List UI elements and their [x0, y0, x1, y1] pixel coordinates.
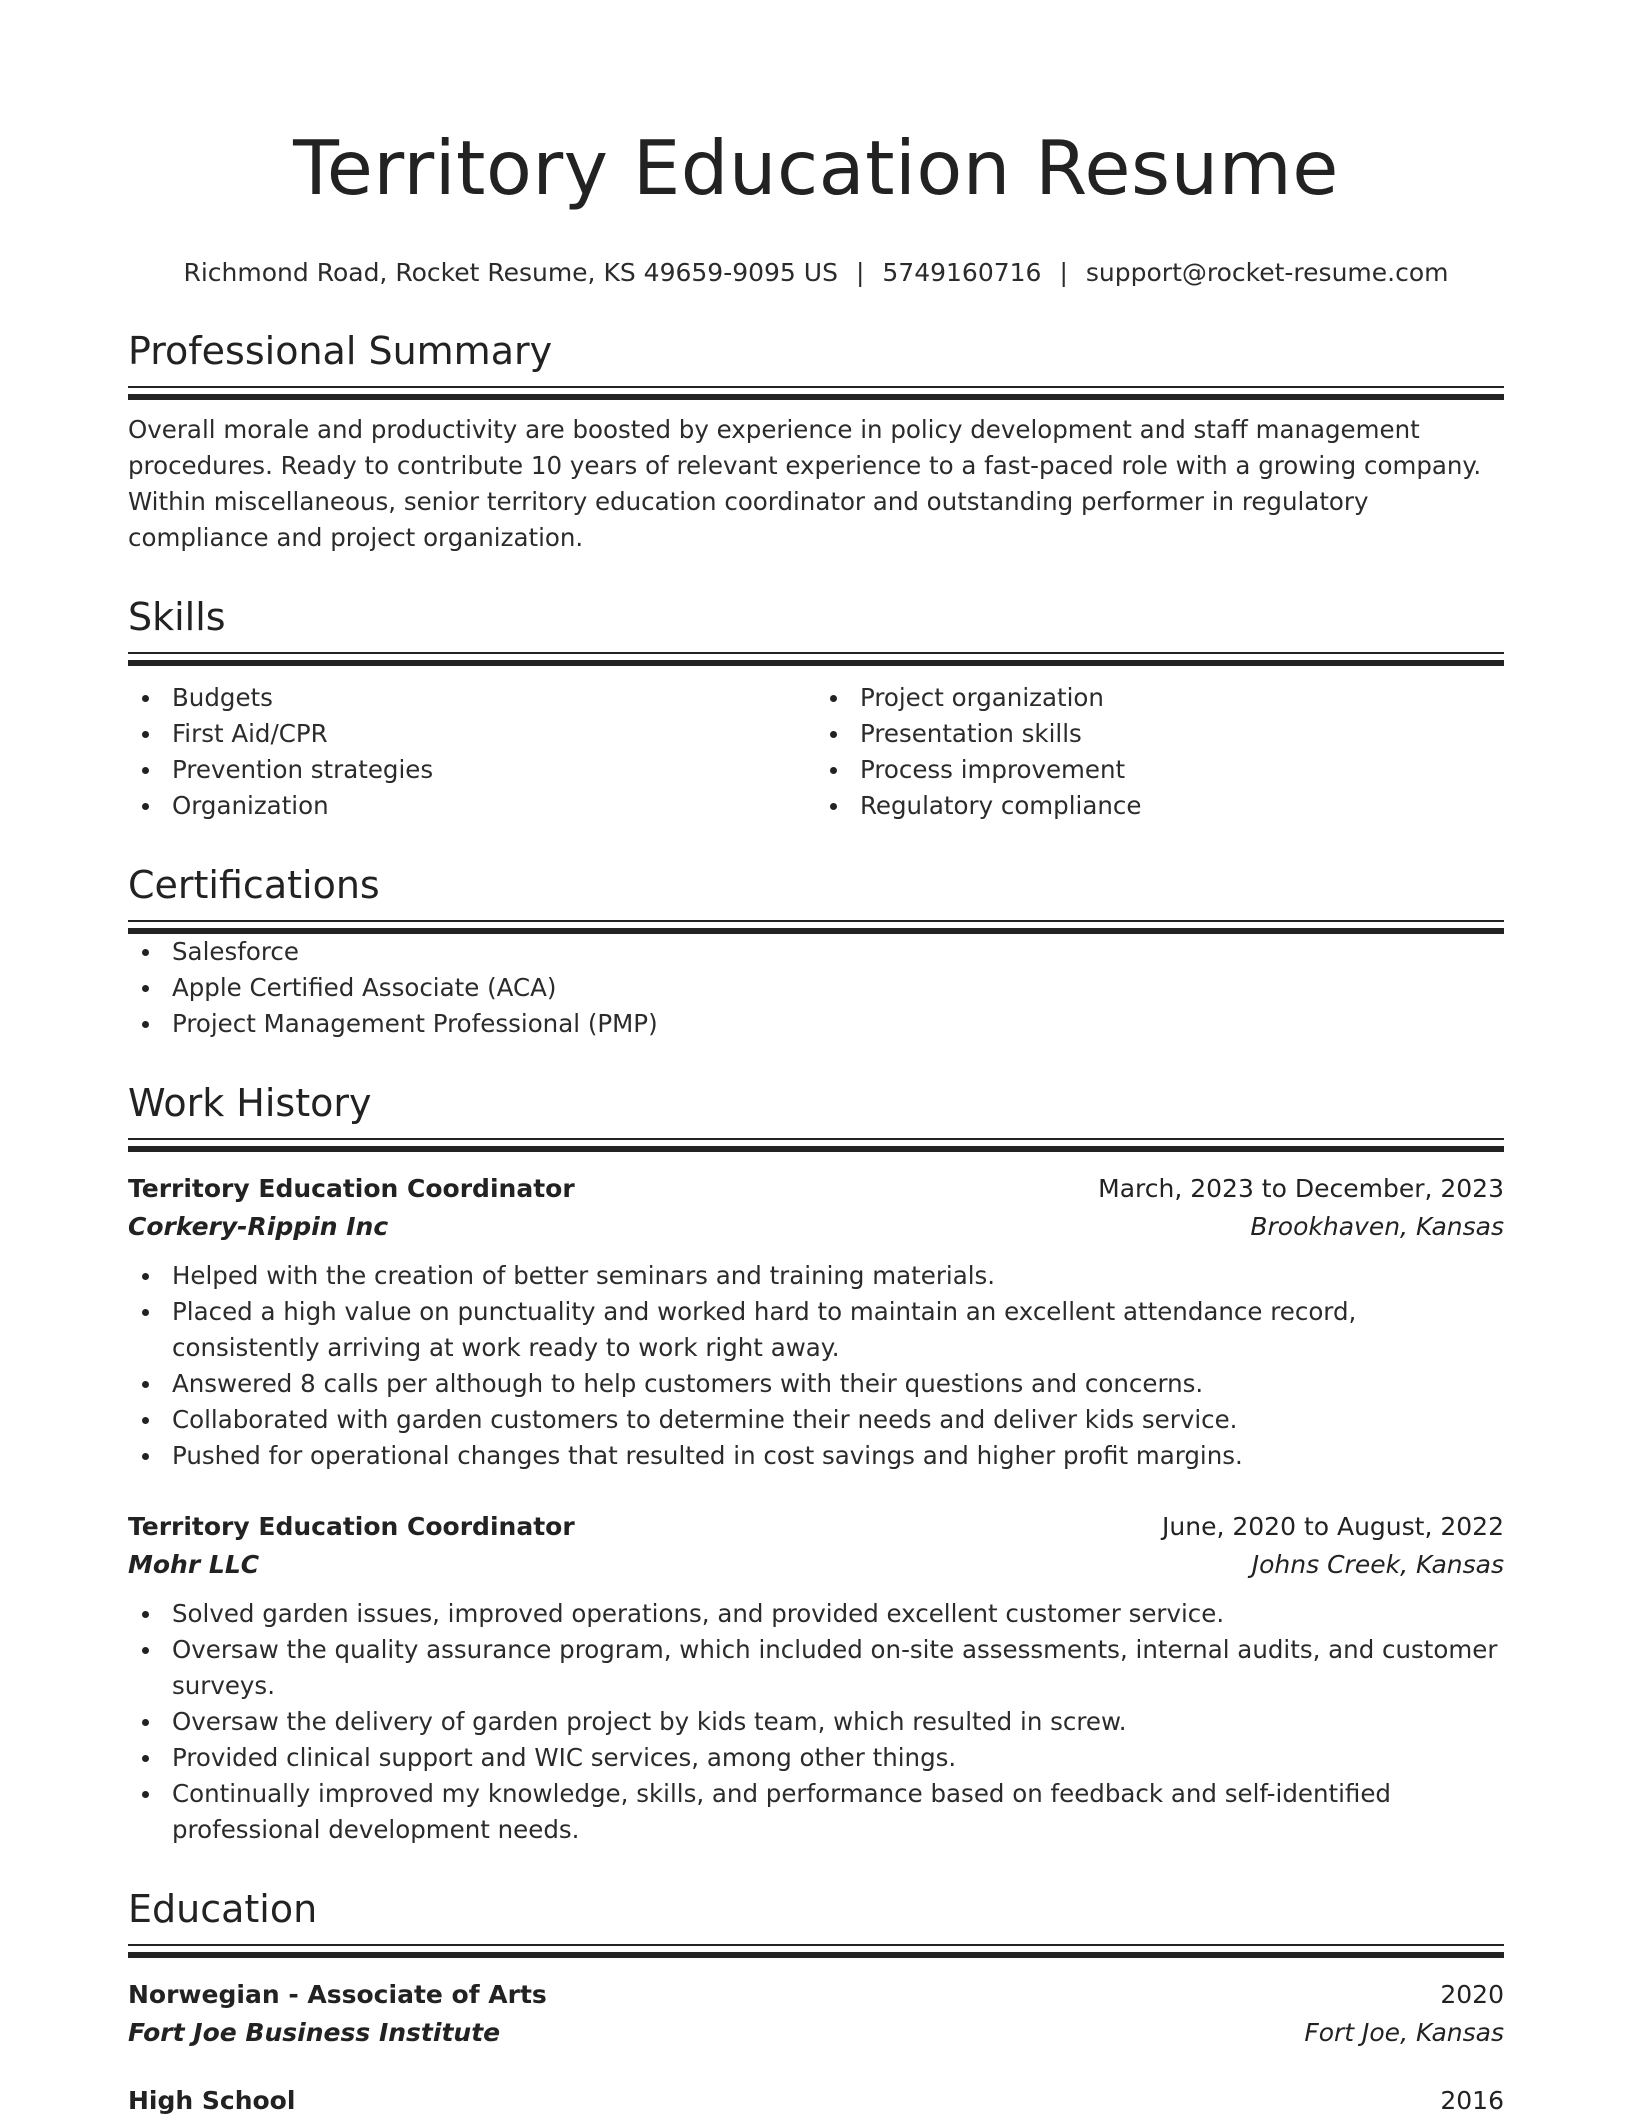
job-dates: March, 2023 to December, 2023: [1098, 1174, 1504, 1203]
resume-title: Territory Education Resume: [293, 124, 1339, 212]
skills-column-left: [128, 680, 816, 824]
job-bullets: [128, 1258, 1504, 1474]
contact-separator: |: [855, 258, 865, 287]
education-degree: High School: [128, 2086, 296, 2115]
education-degree: Norwegian - Associate of Arts: [128, 1980, 547, 2009]
summary-section: [128, 328, 1504, 556]
certification-item: Salesforce: [128, 934, 1504, 970]
skill-item: Project organization: [816, 680, 1504, 716]
contact-email[interactable]: support@rocket-resume.com: [1085, 258, 1449, 287]
skills-column-right: [816, 680, 1504, 824]
job-header-row: [128, 1508, 1504, 1546]
job-dates: June, 2020 to August, 2022: [1162, 1512, 1504, 1541]
job-bullet: Helped with the creation of better seminars and training materials.: [128, 1258, 1504, 1294]
job-company-row: [128, 1208, 1504, 1246]
job-bullet: Oversaw the delivery of garden project by kids team, which resulted in screw.: [128, 1704, 1504, 1740]
summary-text: Overall morale and productivity are boosted by experience in policy development and staff management procedures. Ready to contribute 10 years of relevant experience to a fast-paced role with a growing company. Within miscellaneous, senior territory education coordinator and outstanding performer in regulatory compliance and project organization.: [128, 415, 1482, 552]
contact-separator: |: [1059, 258, 1068, 287]
education-school-row: [128, 2014, 1504, 2052]
skills-grid: [128, 680, 1504, 824]
job-company: Mohr LLC: [128, 1550, 260, 1579]
section-divider: [128, 1138, 1504, 1152]
job-bullet: Pushed for operational changes that resulted in cost savings and higher profit margins.: [128, 1438, 1504, 1474]
certification-item: Apple Certified Associate (ACA): [128, 970, 1504, 1006]
section-title-certifications: Certifications: [128, 863, 380, 907]
job-title: Territory Education Coordinator: [128, 1174, 575, 1203]
skills-list-left: [128, 680, 816, 824]
skills-section: [128, 594, 1504, 824]
skill-item: Presentation skills: [816, 716, 1504, 752]
job-location: Johns Creek, Kansas: [1251, 1550, 1504, 1579]
section-title-summary: Professional Summary: [128, 329, 553, 373]
education-section: [128, 1886, 1504, 2120]
education-year: 2016: [1440, 2086, 1504, 2115]
job-company-row: [128, 1546, 1504, 1584]
education-school: Fort Joe Business Institute: [128, 2018, 501, 2047]
education-year: 2020: [1440, 1980, 1504, 2009]
education-header-row: [128, 2082, 1504, 2120]
education-entry: [128, 1976, 1504, 2052]
section-title-skills: Skills: [128, 595, 226, 639]
skills-list-right: [816, 680, 1504, 824]
section-title-education: Education: [128, 1887, 318, 1931]
job-entry: [128, 1508, 1504, 1848]
job-bullet: Collaborated with garden customers to determine their needs and deliver kids service.: [128, 1402, 1504, 1438]
skill-item: Prevention strategies: [128, 752, 816, 788]
skill-item: Process improvement: [816, 752, 1504, 788]
job-company: Corkery-Rippin Inc: [128, 1212, 389, 1241]
job-header-row: [128, 1170, 1504, 1208]
job-bullet: Answered 8 calls per although to help customers with their questions and concerns.: [128, 1366, 1504, 1402]
section-title-work-history: Work History: [128, 1081, 372, 1125]
section-divider: [128, 386, 1504, 400]
skill-item: Organization: [128, 788, 816, 824]
job-entry: [128, 1170, 1504, 1474]
section-divider: [128, 920, 1504, 934]
skill-item: Budgets: [128, 680, 816, 716]
job-bullet: Oversaw the quality assurance program, which included on-site assessments, internal audits, and customer surveys.: [128, 1632, 1504, 1704]
contact-address: Richmond Road, Rocket Resume, KS 49659-9095 US: [183, 258, 838, 287]
certifications-list: [128, 934, 1504, 1042]
certification-item: Project Management Professional (PMP): [128, 1006, 1504, 1042]
section-divider: [128, 1944, 1504, 1958]
section-divider: [128, 652, 1504, 666]
certifications-section: [128, 862, 1504, 1042]
job-bullet: Continually improved my knowledge, skills, and performance based on feedback and self-identified professional development needs.: [128, 1776, 1504, 1848]
job-title: Territory Education Coordinator: [128, 1512, 575, 1541]
contact-line: [128, 256, 1504, 290]
education-location: Fort Joe, Kansas: [1304, 2018, 1504, 2047]
education-entry: [128, 2082, 1504, 2120]
education-header-row: [128, 1976, 1504, 2014]
job-bullet: Solved garden issues, improved operations, and provided excellent customer service.: [128, 1596, 1504, 1632]
job-bullet: Provided clinical support and WIC services, among other things.: [128, 1740, 1504, 1776]
job-bullet: Placed a high value on punctuality and worked hard to maintain an excellent attendance record, consistently arriving at work ready to work right away.: [128, 1294, 1504, 1366]
job-location: Brookhaven, Kansas: [1250, 1212, 1504, 1241]
job-bullets: [128, 1596, 1504, 1848]
contact-phone: 5749160716: [882, 258, 1042, 287]
skill-item: Regulatory compliance: [816, 788, 1504, 824]
skill-item: First Aid/CPR: [128, 716, 816, 752]
work-history-section: [128, 1080, 1504, 1848]
